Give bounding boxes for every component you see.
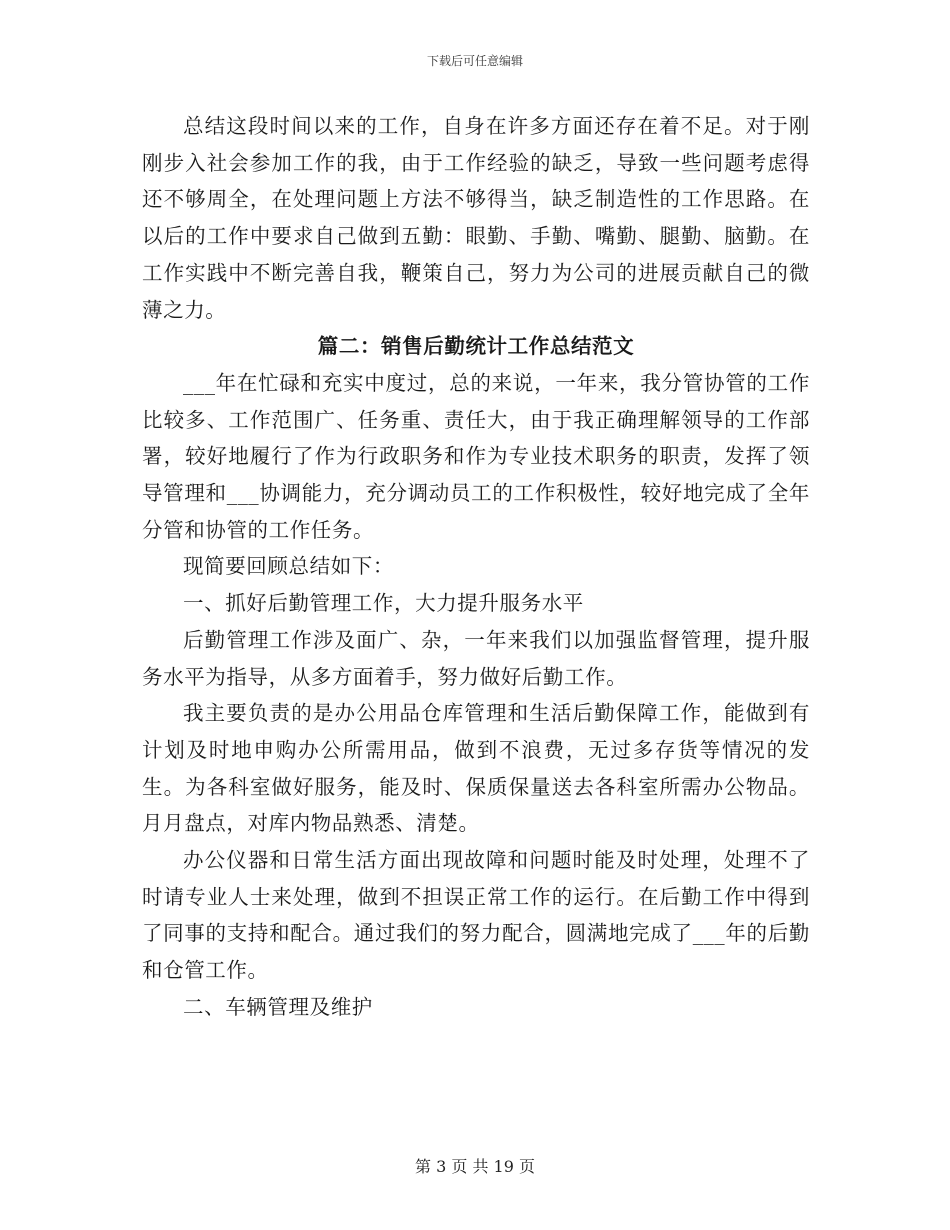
paragraph-intro-review: 现简要回顾总结如下：	[183, 554, 394, 579]
paragraph-logistics-scope: 后勤管理工作涉及面广、杂，一年来我们以加强监督管理，提升服务水平为指导，从多方面着手，努力做好后勤工作。	[142, 627, 810, 689]
paragraph-year-overview: ___年在忙碌和充实中度过，总的来说，一年来，我分管协管的工作比较多、工作范围广、任务重、责任大，由于我正确理解领导的工作部署，较好地履行了作为行政职务和作为专业技术职务的职责，发挥了领导管理和___协调能力，充分调动员工的工作积极性，较好地完成了全年分管和协管的工作任务。	[142, 370, 810, 542]
page-number: 第 3 页 共 19 页	[415, 1157, 535, 1176]
section-heading: 篇二：销售后勤统计工作总结范文	[317, 334, 635, 359]
subheading-logistics: 一、抓好后勤管理工作，大力提升服务水平	[183, 591, 584, 616]
subheading-vehicles: 二、车辆管理及维护	[183, 994, 373, 1019]
paragraph-equipment-maintenance: 办公仪器和日常生活方面出现故障和问题时能及时处理，处理不了时请专业人士来处理，做到不担误正常工作的运行。在后勤工作中得到了同事的支持和配合。通过我们的努力配合，圆满地完成了___年的后勤和仓管工作。	[142, 848, 810, 983]
paragraph-office-supplies: 我主要负责的是办公用品仓库管理和生活后勤保障工作，能做到有计划及时地申购办公所需用品，做到不浪费，无过多存货等情况的发生。为各科室做好服务，能及时、保质保量送去各科室所需办公物品。月月盘点，对库内物品熟悉、清楚。	[142, 701, 810, 836]
page-header-note: 下载后可任意编辑	[426, 54, 523, 68]
paragraph-summary: 总结这段时间以来的工作，自身在许多方面还存在着不足。对于刚刚步入社会参加工作的我，由于工作经验的缺乏，导致一些问题考虑得还不够周全，在处理问题上方法不够得当，缺乏制造性的工作思路。在以后的工作中要求自己做到五勤：眼勤、手勤、嘴勤、腿勤、脑勤。在工作实践中不断完善自我，鞭策自己，努力为公司的进展贡献自己的微薄之力。	[142, 114, 810, 322]
document-body	[142, 108, 810, 1026]
